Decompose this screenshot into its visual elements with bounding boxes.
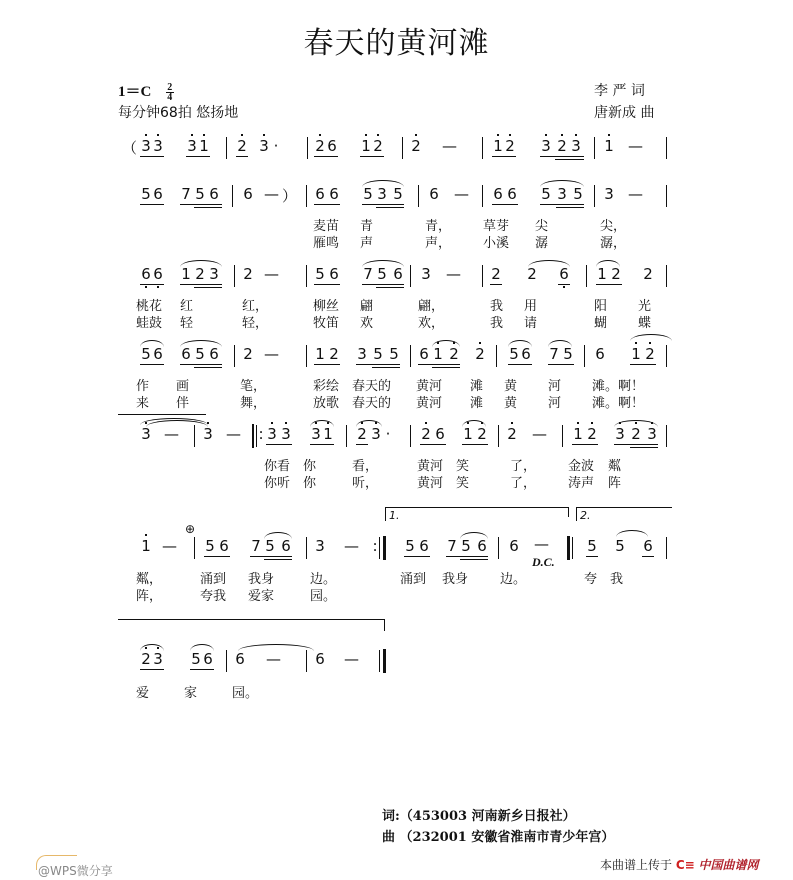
site-logo-icon: C≡ [675, 858, 695, 872]
composer-credit: 唐新成 曲 [594, 105, 655, 121]
lyric-line-2: 来 [136, 396, 150, 411]
lyricist-credit: 李 严 词 [594, 83, 645, 99]
key-signature [118, 80, 174, 102]
upload-credit [600, 856, 759, 873]
upload-label: 本曲谱上传于 [600, 858, 673, 872]
volta-1-label: 1. [389, 509, 400, 522]
key-label: 1＝C [118, 84, 152, 100]
song-title: 春天的黄河滩 [303, 26, 490, 61]
lyric-line-2: 阵， [136, 589, 163, 604]
lyric-line-1: 粼， [136, 572, 163, 587]
lyric-line-1: 桃花 [136, 299, 163, 314]
lyric-line-2: 蛙鼓 [136, 316, 163, 331]
lyric-line-2: 雁鸣 [313, 236, 340, 251]
lyric-line-1: 你看 [264, 459, 291, 474]
lyric-line-2: 你听 [264, 476, 291, 491]
lyric-line-1: 爱 [136, 686, 150, 701]
lyric-line-1: 麦苗 [313, 219, 340, 234]
da-capo-marking: D.C. [532, 555, 555, 569]
site-name: 中国曲谱网 [698, 858, 759, 872]
lyricist-address: 词:（453003 河南新乡日报社） [382, 809, 576, 824]
tempo-marking: 每分钟68拍 悠扬地 [118, 105, 239, 121]
coda-icon: ⊕ [185, 522, 196, 536]
composer-address: 曲 （232001 安徽省淮南市青少年宫） [382, 830, 615, 845]
wps-watermark: @WPS微分享 [38, 864, 113, 878]
lyric-line-1: 作 [136, 379, 150, 394]
volta-2-label: 2. [580, 509, 591, 522]
time-signature: $\frac{2}{4}$ [167, 81, 173, 103]
